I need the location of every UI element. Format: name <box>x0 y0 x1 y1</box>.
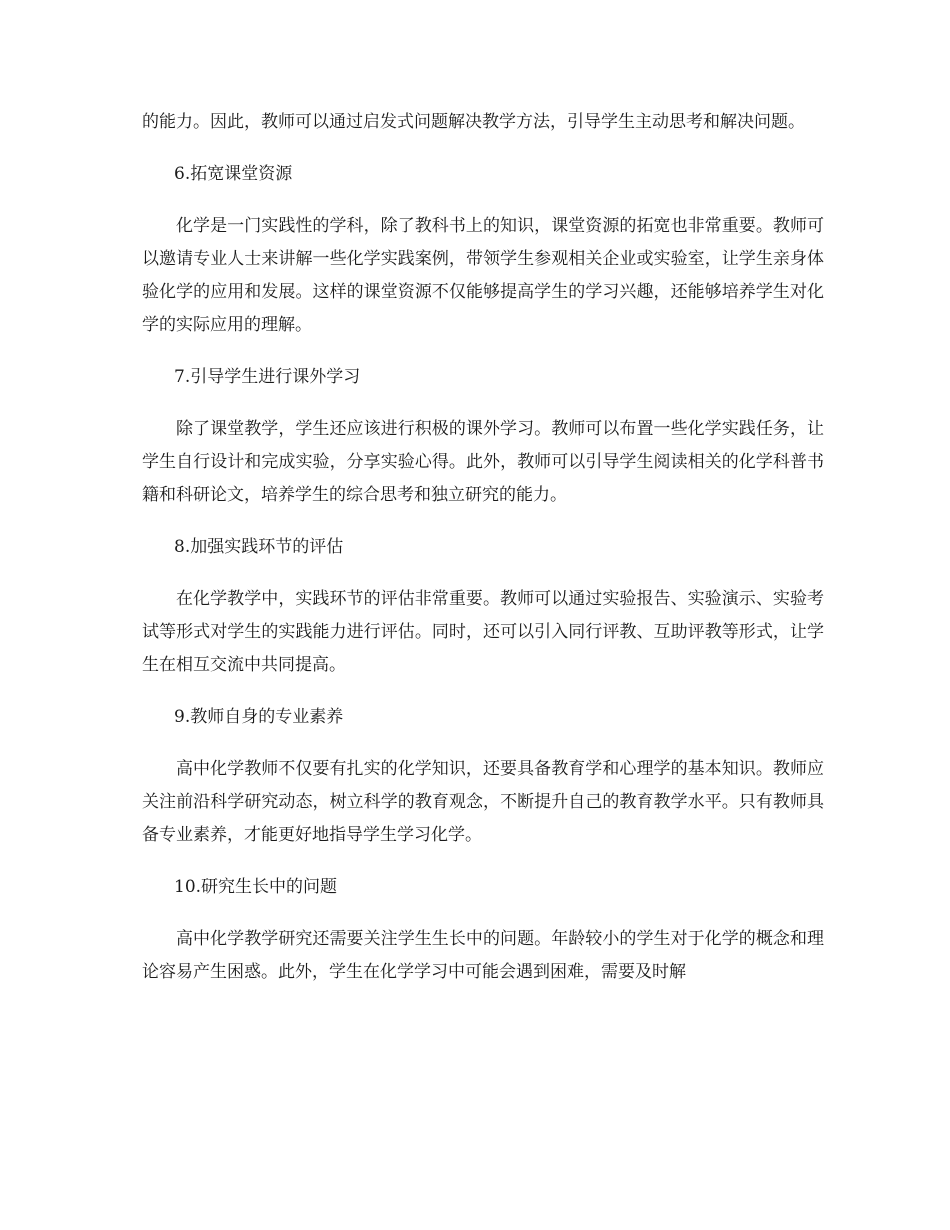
section-heading-7: 7.引导学生进行课外学习 <box>174 367 361 387</box>
paragraph-section-9: 高中化学教师不仅要有扎实的化学知识，还要具备教育学和心理学的基本知识。教师应关注前沿科学研究动态，树立科学的教育观念，不断提升自己的教育教学水平。只有教师具备专业素养，才能更好地指导学生学习化学。 <box>142 759 824 845</box>
spacer <box>142 734 824 753</box>
spacer <box>142 564 824 583</box>
spacer <box>142 139 824 158</box>
spacer <box>142 682 824 701</box>
section-heading-9: 9.教师自身的专业素养 <box>174 707 344 727</box>
spacer <box>142 191 824 210</box>
spacer <box>142 512 824 531</box>
section-heading-8: 8.加强实践环节的评估 <box>174 537 344 557</box>
paragraph-continuation: 的能力。因此，教师可以通过启发式问题解决教学方法，引导学生主动思考和解决问题。 <box>142 112 805 132</box>
spacer <box>142 904 824 923</box>
paragraph-section-7: 除了课堂教学，学生还应该进行积极的课外学习。教师可以布置一些化学实践任务，让学生自行设计和完成实验，分享实验心得。此外，教师可以引导学生阅读相关的化学科普书籍和科研论文，培养学生的综合思考和独立研究的能力。 <box>142 419 824 505</box>
paragraph-section-6: 化学是一门实践性的学科，除了教科书上的知识，课堂资源的拓宽也非常重要。教师可以邀请专业人士来讲解一些化学实践案例，带领学生参观相关企业或实验室，让学生亲身体验化学的应用和发展。这样的课堂资源不仅能够提高学生的学习兴趣，还能够培养学生对化学的实际应用的理解。 <box>142 216 824 335</box>
section-heading-10: 10.研究生长中的问题 <box>174 877 338 897</box>
paragraph-section-8: 在化学教学中，实践环节的评估非常重要。教师可以通过实验报告、实验演示、实验考试等形式对学生的实践能力进行评估。同时，还可以引入同行评教、互助评教等形式，让学生在相互交流中共同提高。 <box>142 589 824 675</box>
paragraph-section-10: 高中化学教学研究还需要关注学生生长中的问题。年龄较小的学生对于化学的概念和理论容易产生困惑。此外，学生在化学学习中可能会遇到困难，需要及时解 <box>142 929 824 982</box>
spacer <box>142 394 824 413</box>
document-page <box>142 106 824 989</box>
spacer <box>142 342 824 361</box>
spacer <box>142 852 824 871</box>
section-heading-6: 6.拓宽课堂资源 <box>174 164 293 184</box>
